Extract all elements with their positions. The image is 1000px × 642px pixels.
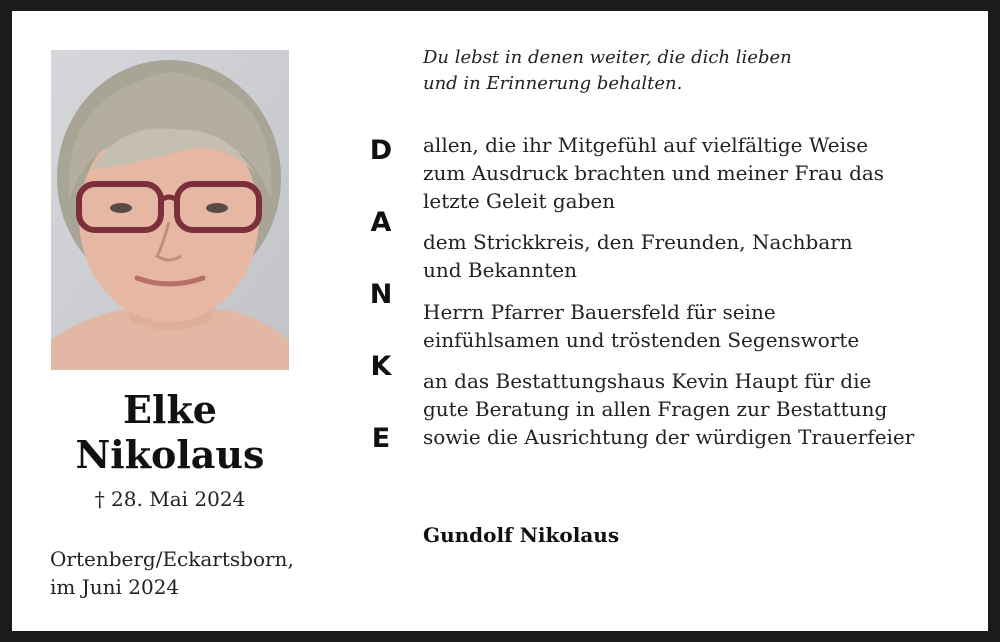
thanks-paragraph xyxy=(423,228,983,284)
quote-line: Du lebst in denen weiter, die dich lieben xyxy=(423,47,792,68)
place-and-date xyxy=(50,545,340,601)
place-line: Ortenberg/Eckartsborn, xyxy=(50,547,294,571)
thanks-line: allen, die ihr Mitgefühl auf vielfältige Weise xyxy=(423,133,869,157)
thanks-line: und Bekannten xyxy=(423,258,578,282)
memorial-quote xyxy=(423,45,943,97)
quote-line: und in Erinnerung behalten. xyxy=(423,73,683,94)
obituary-card xyxy=(12,11,988,631)
thanks-line: sowie die Ausrichtung der würdigen Trauerfeier xyxy=(423,425,915,449)
thanks-paragraph xyxy=(423,367,983,451)
danke-letter: E xyxy=(371,423,391,454)
date-line: im Juni 2024 xyxy=(50,575,180,599)
death-date: † 28. Mai 2024 xyxy=(94,487,246,511)
portrait-photo xyxy=(51,50,289,370)
portrait-illustration xyxy=(51,50,289,370)
danke-letter: N xyxy=(369,279,393,310)
thanks-line: dem Strickkreis, den Freunden, Nachbarn xyxy=(423,230,853,254)
last-name: Nikolaus xyxy=(75,432,265,477)
danke-letter: K xyxy=(370,351,392,382)
thanks-paragraph xyxy=(423,298,983,354)
danke-letter: D xyxy=(369,135,393,166)
danke-letter: A xyxy=(370,207,392,238)
deceased-name xyxy=(42,387,298,477)
thanks-line: an das Bestattungshaus Kevin Haupt für die xyxy=(423,369,872,393)
thanks-line: Herrn Pfarrer Bauersfeld für seine xyxy=(423,300,776,324)
first-name: Elke xyxy=(123,387,217,432)
thanks-line: letzte Geleit gaben xyxy=(423,189,616,213)
signature: Gundolf Nikolaus xyxy=(423,523,620,547)
thanks-line: gute Beratung in allen Fragen zur Bestattung xyxy=(423,397,888,421)
thanks-line: einfühlsamen und tröstenden Segensworte xyxy=(423,328,860,352)
thanks-paragraph xyxy=(423,131,983,215)
thanks-line: zum Ausdruck brachten und meiner Frau das xyxy=(423,161,885,185)
